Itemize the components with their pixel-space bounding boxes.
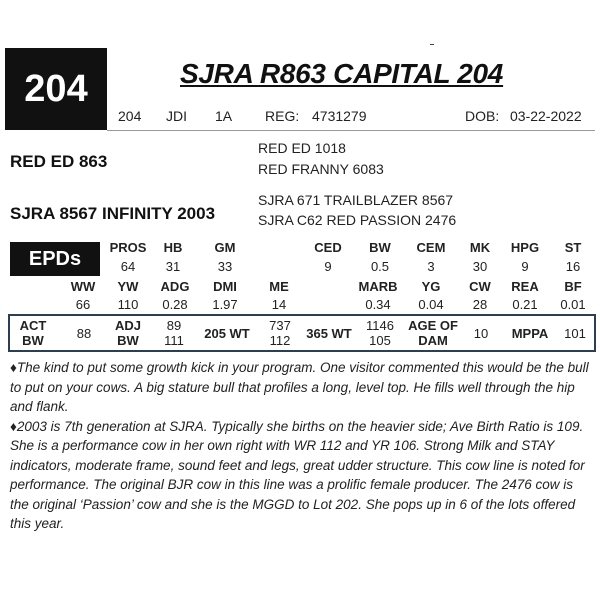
perf-205wt-ratio: 112 <box>269 333 291 348</box>
epd-header-ced: CED <box>314 240 342 255</box>
sire-name: RED ED 863 <box>10 152 108 171</box>
perf-actual-bw: 88 <box>76 326 92 341</box>
perf-365wt-label: 365 WT <box>306 326 352 341</box>
perf-age-of-label: AGE OF <box>408 318 458 333</box>
owner-code: JDI <box>166 108 187 124</box>
epd-value-marb: 0.34 <box>365 297 391 312</box>
epd-header-me: ME <box>269 279 289 294</box>
perf-205wt-label: 205 WT <box>204 326 250 341</box>
epd-header-cem: CEM <box>416 240 446 255</box>
epd-value-yw: 110 <box>117 297 139 312</box>
perf-adj-bw-label: BW <box>117 333 139 348</box>
epd-header-yg: YG <box>421 279 441 294</box>
epd-value-dmi: 1.97 <box>212 297 238 312</box>
dam-sire: SJRA 671 TRAILBLAZER 8567 <box>258 192 454 208</box>
epd-value-pros: 64 <box>120 259 136 274</box>
epd-header-hb: HB <box>163 240 183 255</box>
epd-value-gm: 33 <box>217 259 233 274</box>
dam-name: SJRA 8567 INFINITY 2003 <box>10 204 216 223</box>
epd-header-ww: WW <box>70 279 96 294</box>
perf-mppa-label: MPPA <box>511 326 549 341</box>
epd-header-bf: BF <box>564 279 582 294</box>
tattoo: 204 <box>118 108 142 124</box>
perf-adj-label: ADJ <box>114 318 141 333</box>
perf-bw-label: BW <box>22 333 44 348</box>
epd-value-hb: 31 <box>165 259 181 274</box>
perf-mppa: 101 <box>564 326 586 341</box>
dob-label: DOB: <box>465 108 500 124</box>
epd-value-rea: 0.21 <box>512 297 538 312</box>
epd-header-hpg: HPG <box>510 240 540 255</box>
perf-365wt: 1146 <box>366 318 394 333</box>
epd-header-adg: ADG <box>160 279 190 294</box>
epd-value-ced: 9 <box>324 259 332 274</box>
animal-name-title: SJRA R863 CAPITAL 204 <box>180 58 504 89</box>
epd-header-dmi: DMI <box>213 279 237 294</box>
date-of-birth: 03-22-2022 <box>510 108 582 124</box>
perf-dam-label: DAM <box>418 333 448 348</box>
epd-header-pros: PROS <box>109 240 147 255</box>
epd-value-mk: 30 <box>472 259 488 274</box>
epd-value-me: 14 <box>271 297 287 312</box>
note-paragraph-bull: ♦The kind to put some growth kick in your program. One visitor commented this would be the bull to put on your cows. A big stature bull that profiles a long, level top. He fills well through the hip and flank. <box>10 360 589 414</box>
lot-notes <box>10 358 595 534</box>
epd-label-box <box>10 242 100 276</box>
perf-age-of-dam: 10 <box>473 326 489 341</box>
perf-adj-bw: 89 <box>166 318 182 333</box>
epd-header-mk: MK <box>469 240 491 255</box>
epd-value-bw: 0.5 <box>370 259 390 274</box>
sire-dam: RED FRANNY 6083 <box>258 161 384 177</box>
epd-header-rea: REA <box>511 279 539 294</box>
dam-dam: SJRA C62 RED PASSION 2476 <box>258 212 457 228</box>
epd-value-yg: 0.04 <box>418 297 444 312</box>
epd-label: EPDs <box>28 247 82 270</box>
epd-header-bw: BW <box>369 240 391 255</box>
epd-value-ww: 66 <box>75 297 91 312</box>
perf-adj-bw-ratio: 111 <box>164 333 184 348</box>
perf-205wt: 737 <box>269 318 291 333</box>
epd-value-hpg: 9 <box>521 259 529 274</box>
registration-number: 4731279 <box>312 108 367 124</box>
epd-value-st: 16 <box>565 259 581 274</box>
epd-value-bf: 0.01 <box>560 297 586 312</box>
epd-header-yw: YW <box>117 279 139 294</box>
title-divider <box>107 130 595 131</box>
sire-sire: RED ED 1018 <box>258 140 346 156</box>
epd-header-st: ST <box>564 240 582 255</box>
epd-value-cw: 28 <box>472 297 488 312</box>
epd-value-adg: 0.28 <box>162 297 188 312</box>
note-paragraph-dam: ♦2003 is 7th generation at SJRA. Typically she births on the heavier side; Ave Birth Ratio is 109. She is a performance cow in her own right with WR 112 and YR 106. Strong Milk and STAY indicators, moderate frame, sound feet and legs, great udder structure. This cow line is noted for performance. The original BJR cow in this line was a prolific female producer. The 2476 cow is the original ‘Passion’ cow and she is the MGGD to Lot 202. She pops up in 6 of the lots offered this year. <box>10 418 585 531</box>
perf-365wt-ratio: 105 <box>369 333 391 348</box>
epd-header-cw: CW <box>469 279 491 294</box>
perf-act-label: ACT <box>19 318 47 333</box>
decorative-tick <box>430 44 434 45</box>
epd-header-gm: GM <box>214 240 236 255</box>
epd-header-marb: MARB <box>358 279 398 294</box>
reg-label: REG: <box>265 108 300 124</box>
class-code: 1A <box>215 108 233 124</box>
lot-number-box <box>5 48 107 130</box>
lot-number: 204 <box>24 67 88 110</box>
epd-value-cem: 3 <box>427 259 435 274</box>
